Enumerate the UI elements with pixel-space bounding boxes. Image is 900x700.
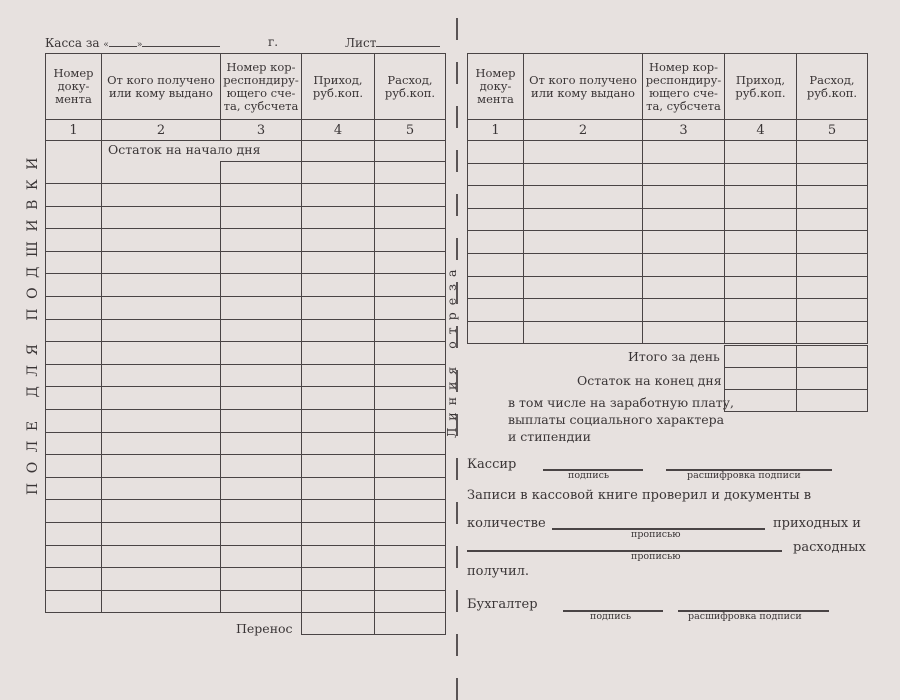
table-cell-col4[interactable] — [302, 342, 375, 365]
table-cell-col1[interactable] — [46, 387, 102, 410]
table-cell-col4[interactable] — [725, 321, 797, 344]
table-row — [46, 455, 446, 478]
column-header-line: ющего сче- — [649, 85, 718, 100]
table-cell-col3[interactable] — [643, 321, 725, 344]
table-row — [46, 274, 446, 297]
cut-line-segment — [456, 502, 458, 524]
table-cell-col5[interactable] — [797, 276, 868, 299]
table-cell-col1[interactable] — [46, 251, 102, 274]
opening-balance-row — [46, 141, 446, 162]
column-header-line: Номер кор- — [648, 59, 719, 74]
table-cell-col1[interactable] — [46, 522, 102, 545]
right-cash-table — [467, 53, 868, 344]
column-number-5: 5 — [375, 120, 446, 141]
table-row — [46, 184, 446, 207]
table-cell-col5[interactable] — [375, 184, 446, 207]
opening-doc-cell[interactable] — [46, 141, 102, 184]
table-cell-col2[interactable] — [102, 364, 221, 387]
including-income[interactable] — [725, 390, 797, 412]
sheet-label-group — [345, 35, 440, 50]
table-cell-col5[interactable] — [375, 319, 446, 342]
table-cell-col3[interactable] — [221, 590, 302, 613]
column-header-3 — [643, 54, 725, 120]
accountant-signature-caption: подпись — [590, 611, 632, 622]
table-cell-col2[interactable] — [524, 231, 643, 254]
table-cell-col4[interactable] — [725, 299, 797, 322]
column-header-line: руб.коп. — [735, 85, 786, 100]
table-cell-col4[interactable] — [302, 162, 375, 184]
table-cell-col5[interactable] — [797, 321, 868, 344]
cut-line-segment — [456, 546, 458, 568]
table-row — [46, 477, 446, 500]
table-cell-col5[interactable] — [375, 387, 446, 410]
table-cell-col4[interactable] — [302, 387, 375, 410]
table-cell-col1[interactable] — [468, 253, 524, 276]
column-header-line: или кому выдано — [531, 85, 635, 100]
table-cell-col2[interactable] — [102, 500, 221, 523]
table-cell-col4[interactable] — [302, 455, 375, 478]
column-header-line: руб.коп. — [806, 85, 858, 100]
opening-balance-expense[interactable] — [375, 141, 446, 162]
table-row — [468, 186, 868, 209]
outgoing-count-field[interactable] — [467, 550, 782, 552]
table-cell-col5[interactable] — [375, 409, 446, 432]
table-cell-col5[interactable] — [797, 163, 868, 186]
table-cell-col3[interactable] — [221, 274, 302, 297]
table-cell-col5[interactable] — [375, 274, 446, 297]
table-cell-col3[interactable] — [643, 231, 725, 254]
carry-over-income[interactable] — [302, 613, 375, 635]
column-header-line: Расход, — [809, 72, 855, 87]
table-row — [46, 500, 446, 523]
table-cell-col5[interactable] — [375, 522, 446, 545]
table-cell-col4[interactable] — [725, 186, 797, 209]
column-header-line: Расход, — [387, 72, 433, 87]
table-row — [46, 387, 446, 410]
table-cell-col4[interactable] — [725, 253, 797, 276]
quote-close: » — [136, 40, 143, 50]
table-cell-col1[interactable] — [46, 364, 102, 387]
table-cell-col1[interactable] — [46, 274, 102, 297]
outgoing-in-words-caption: прописью — [631, 551, 681, 562]
table-cell-col1[interactable] — [46, 455, 102, 478]
table-cell-col4[interactable] — [725, 163, 797, 186]
table-cell-col5[interactable] — [375, 477, 446, 500]
table-cell-col2[interactable] — [102, 545, 221, 568]
table-row — [468, 208, 868, 231]
column-header-4 — [302, 54, 375, 120]
table-cell-col2[interactable] — [524, 163, 643, 186]
table-cell-col4[interactable] — [302, 296, 375, 319]
table-cell-col4[interactable] — [302, 545, 375, 568]
closing-balance-expense[interactable] — [797, 368, 868, 390]
column-header-5 — [375, 54, 446, 120]
including-line-1: в том числе на заработную плату, — [508, 395, 735, 410]
column-header-line: Номер кор- — [226, 59, 296, 74]
cut-line-segment — [456, 678, 458, 700]
table-cell-col2[interactable] — [102, 387, 221, 410]
table-cell-col1[interactable] — [46, 545, 102, 568]
binding-field-label: ПОЛЕ ДЛЯ ПОДШИВКИ — [25, 148, 41, 495]
table-cell-col2[interactable] — [524, 253, 643, 276]
day-field[interactable] — [109, 35, 137, 47]
table-cell-col1[interactable] — [46, 590, 102, 613]
table-cell-col3[interactable] — [643, 276, 725, 299]
table-cell-col5[interactable] — [797, 208, 868, 231]
cut-line-segment — [456, 62, 458, 84]
day-total-income[interactable] — [725, 346, 797, 368]
column-header-2 — [524, 54, 643, 120]
received-label: получил. — [467, 564, 530, 579]
table-cell-col5[interactable] — [375, 206, 446, 229]
table-cell-col1[interactable] — [468, 186, 524, 209]
table-cell-col2[interactable] — [524, 208, 643, 231]
cashier-label: Кассир — [467, 457, 517, 472]
table-cell-col2[interactable] — [102, 432, 221, 455]
table-cell-col3[interactable] — [221, 342, 302, 365]
table-cell-col3[interactable] — [643, 141, 725, 164]
table-cell-col1[interactable] — [46, 477, 102, 500]
table-cell-col3[interactable] — [221, 206, 302, 229]
cashier-decode-caption: расшифровка подписи — [687, 470, 801, 481]
column-header-5 — [797, 54, 868, 120]
table-cell-col5[interactable] — [797, 253, 868, 276]
cut-line-label: Линия отреза — [444, 262, 459, 438]
column-header-line: та, субсчета — [223, 98, 299, 113]
table-cell-col1[interactable] — [46, 500, 102, 523]
table-cell-col4[interactable] — [302, 364, 375, 387]
table-row — [468, 299, 868, 322]
accountant-decode-caption: расшифровка подписи — [688, 611, 802, 622]
including-label — [508, 394, 734, 445]
table-row — [468, 276, 868, 299]
column-header-line: доку- — [479, 79, 512, 93]
opening-balance-income[interactable] — [302, 141, 375, 162]
table-cell-col2[interactable] — [102, 477, 221, 500]
table-cell-col2[interactable] — [102, 568, 221, 591]
column-header-line: или кому выдано — [109, 85, 213, 100]
left-cash-table — [45, 53, 446, 635]
table-cell-col3[interactable] — [643, 208, 725, 231]
column-number-2: 2 — [524, 120, 643, 141]
table-cell-col4[interactable] — [302, 590, 375, 613]
column-header-line: От кого получено — [529, 72, 637, 87]
table-row — [46, 229, 446, 252]
table-cell-col3[interactable] — [221, 251, 302, 274]
outgoing-suffix: расходных — [793, 540, 866, 555]
table-cell-col1[interactable] — [468, 321, 524, 344]
table-cell-col1[interactable] — [46, 409, 102, 432]
table-cell-col3[interactable] — [221, 568, 302, 591]
table-cell-col1[interactable] — [46, 206, 102, 229]
table-cell-col3[interactable] — [221, 500, 302, 523]
table-cell-col3[interactable] — [221, 296, 302, 319]
table-row — [468, 231, 868, 254]
day-total-label: Итого за день — [628, 349, 720, 364]
table-cell-col1[interactable] — [468, 141, 524, 164]
totals-table — [724, 345, 868, 412]
column-header-line: От кого получено — [107, 72, 215, 87]
column-number-3: 3 — [221, 120, 302, 141]
table-row — [46, 545, 446, 568]
table-cell-col4[interactable] — [725, 141, 797, 164]
quantity-label: количестве — [467, 516, 546, 531]
table-cell-col1[interactable] — [468, 231, 524, 254]
table-cell-col3[interactable] — [643, 299, 725, 322]
table-row — [46, 319, 446, 342]
opening-account-cell[interactable] — [221, 162, 302, 184]
table-cell-col1[interactable] — [468, 163, 524, 186]
column-number-4: 4 — [302, 120, 375, 141]
column-header-line: руб.коп. — [312, 85, 364, 100]
table-cell-col1[interactable] — [468, 276, 524, 299]
table-cell-col3[interactable] — [221, 229, 302, 252]
table-cell-col4[interactable] — [725, 231, 797, 254]
table-cell-col5[interactable] — [375, 296, 446, 319]
column-header-line: мента — [477, 92, 514, 106]
cut-line-segment — [456, 590, 458, 612]
month-field[interactable] — [142, 35, 220, 47]
table-cell-col3[interactable] — [221, 545, 302, 568]
table-row — [46, 206, 446, 229]
column-number-1: 1 — [46, 120, 102, 141]
quote-open: « — [103, 40, 109, 50]
table-row — [46, 251, 446, 274]
table-cell-col4[interactable] — [302, 432, 375, 455]
table-cell-col1[interactable] — [46, 342, 102, 365]
table-row — [468, 253, 868, 276]
table-cell-col5[interactable] — [375, 432, 446, 455]
table-row — [46, 296, 446, 319]
table-row — [46, 409, 446, 432]
table-cell-col1[interactable] — [46, 229, 102, 252]
table-row — [468, 141, 868, 164]
column-header-1 — [46, 54, 102, 120]
opening-from-cell[interactable] — [102, 162, 221, 184]
table-cell-col5[interactable] — [375, 568, 446, 591]
table-cell-col2[interactable] — [102, 206, 221, 229]
table-cell-col4[interactable] — [302, 251, 375, 274]
table-cell-col4[interactable] — [302, 229, 375, 252]
table-cell-col4[interactable] — [725, 276, 797, 299]
column-header-line: Приход, — [313, 72, 363, 87]
column-header-1 — [468, 54, 524, 120]
table-cell-col2[interactable] — [102, 229, 221, 252]
table-cell-col5[interactable] — [375, 500, 446, 523]
table-cell-col3[interactable] — [643, 186, 725, 209]
table-cell-col4[interactable] — [302, 206, 375, 229]
carry-over-label: Перенос — [236, 621, 293, 636]
table-cell-col3[interactable] — [221, 432, 302, 455]
column-header-4 — [725, 54, 797, 120]
cut-line-segment — [456, 194, 458, 216]
including-line-3: и стипендии — [508, 429, 591, 444]
table-cell-col4[interactable] — [302, 522, 375, 545]
column-number-2: 2 — [102, 120, 221, 141]
table-cell-col2[interactable] — [524, 321, 643, 344]
table-cell-col5[interactable] — [375, 229, 446, 252]
table-cell-col3[interactable] — [221, 364, 302, 387]
table-cell-col2[interactable] — [524, 141, 643, 164]
column-header-line: та, субсчета — [646, 98, 721, 113]
table-cell-col5[interactable] — [375, 455, 446, 478]
incoming-suffix: приходных и — [773, 516, 861, 531]
table-cell-col3[interactable] — [221, 184, 302, 207]
table-row — [46, 590, 446, 613]
column-header-line: Приход, — [735, 72, 786, 87]
sheet-number-field[interactable] — [376, 35, 440, 47]
column-header-line: доку- — [57, 79, 90, 93]
table-cell-col3[interactable] — [221, 319, 302, 342]
table-cell-col2[interactable] — [524, 276, 643, 299]
year-suffix: г. — [268, 35, 279, 49]
table-cell-col4[interactable] — [302, 409, 375, 432]
table-row — [46, 342, 446, 365]
verification-line1: Записи в кассовой книге проверил и документы в — [467, 488, 812, 503]
table-cell-col5[interactable] — [375, 342, 446, 365]
closing-balance-label: Остаток на конец дня — [577, 373, 722, 388]
kassa-header — [45, 35, 220, 50]
cut-line-segment — [456, 106, 458, 128]
table-cell-col4[interactable] — [302, 500, 375, 523]
closing-balance-income[interactable] — [725, 368, 797, 390]
table-cell-col3[interactable] — [221, 387, 302, 410]
table-cell-col1[interactable] — [468, 299, 524, 322]
table-cell-col3[interactable] — [643, 163, 725, 186]
table-cell-col4[interactable] — [302, 319, 375, 342]
table-cell-col2[interactable] — [102, 409, 221, 432]
table-cell-col1[interactable] — [46, 319, 102, 342]
including-line-2: выплаты социального характера — [508, 412, 725, 427]
table-cell-col5[interactable] — [797, 299, 868, 322]
column-header-line: Номер — [475, 66, 516, 80]
table-cell-col2[interactable] — [102, 251, 221, 274]
table-row — [46, 364, 446, 387]
column-header-line: руб.коп. — [384, 85, 436, 100]
table-cell-col5[interactable] — [375, 364, 446, 387]
table-cell-col1[interactable] — [46, 568, 102, 591]
column-number-1: 1 — [468, 120, 524, 141]
column-header-line: респондиру- — [223, 72, 299, 87]
table-cell-col3[interactable] — [221, 522, 302, 545]
table-cell-col4[interactable] — [302, 274, 375, 297]
table-row — [468, 163, 868, 186]
cut-line-segment — [456, 150, 458, 172]
table-cell-col5[interactable] — [375, 251, 446, 274]
table-cell-col5[interactable] — [375, 590, 446, 613]
table-cell-col2[interactable] — [524, 186, 643, 209]
table-cell-col4[interactable] — [302, 184, 375, 207]
day-total-expense[interactable] — [797, 346, 868, 368]
table-cell-col2[interactable] — [102, 522, 221, 545]
table-cell-col4[interactable] — [302, 568, 375, 591]
column-header-line: респондиру- — [645, 72, 722, 87]
table-cell-col5[interactable] — [797, 186, 868, 209]
table-cell-col2[interactable] — [102, 455, 221, 478]
column-header-line: Номер — [53, 66, 94, 80]
table-cell-col2[interactable] — [102, 274, 221, 297]
cut-line-segment — [456, 634, 458, 656]
accountant-label: Бухгалтер — [467, 597, 538, 612]
table-cell-col3[interactable] — [221, 477, 302, 500]
table-cell-col3[interactable] — [221, 455, 302, 478]
table-cell-col1[interactable] — [468, 208, 524, 231]
kassa-label: Касса за — [45, 36, 100, 50]
column-header-line: ющего сче- — [226, 85, 296, 100]
table-cell-col1[interactable] — [46, 184, 102, 207]
table-cell-col1[interactable] — [46, 432, 102, 455]
table-row — [46, 522, 446, 545]
cut-line-segment — [456, 458, 458, 480]
column-number-4: 4 — [725, 120, 797, 141]
table-cell-col1[interactable] — [46, 296, 102, 319]
table-cell-col5[interactable] — [375, 545, 446, 568]
table-cell-col3[interactable] — [643, 253, 725, 276]
column-number-3: 3 — [643, 120, 725, 141]
cut-line-segment — [456, 18, 458, 40]
table-cell-col2[interactable] — [102, 342, 221, 365]
table-cell-col5[interactable] — [375, 162, 446, 184]
table-cell-col5[interactable] — [797, 231, 868, 254]
column-header-2 — [102, 54, 221, 120]
column-header-line: мента — [55, 92, 92, 106]
including-expense[interactable] — [797, 390, 868, 412]
table-row — [468, 321, 868, 344]
table-cell-col4[interactable] — [302, 477, 375, 500]
table-cell-col2[interactable] — [102, 319, 221, 342]
table-cell-col2[interactable] — [524, 299, 643, 322]
column-number-5: 5 — [797, 120, 868, 141]
opening-balance-label: Остаток на начало дня — [102, 141, 302, 162]
table-cell-col2[interactable] — [102, 590, 221, 613]
sheet-label: Лист — [345, 36, 377, 50]
cashier-signature-caption: подпись — [568, 470, 610, 481]
column-header-3 — [221, 54, 302, 120]
table-cell-col2[interactable] — [102, 184, 221, 207]
table-row — [46, 432, 446, 455]
table-cell-col3[interactable] — [221, 409, 302, 432]
table-cell-col2[interactable] — [102, 296, 221, 319]
carry-over-expense[interactable] — [375, 613, 446, 635]
incoming-in-words-caption: прописью — [631, 529, 681, 540]
table-cell-col5[interactable] — [797, 141, 868, 164]
table-cell-col4[interactable] — [725, 208, 797, 231]
table-row — [46, 568, 446, 591]
